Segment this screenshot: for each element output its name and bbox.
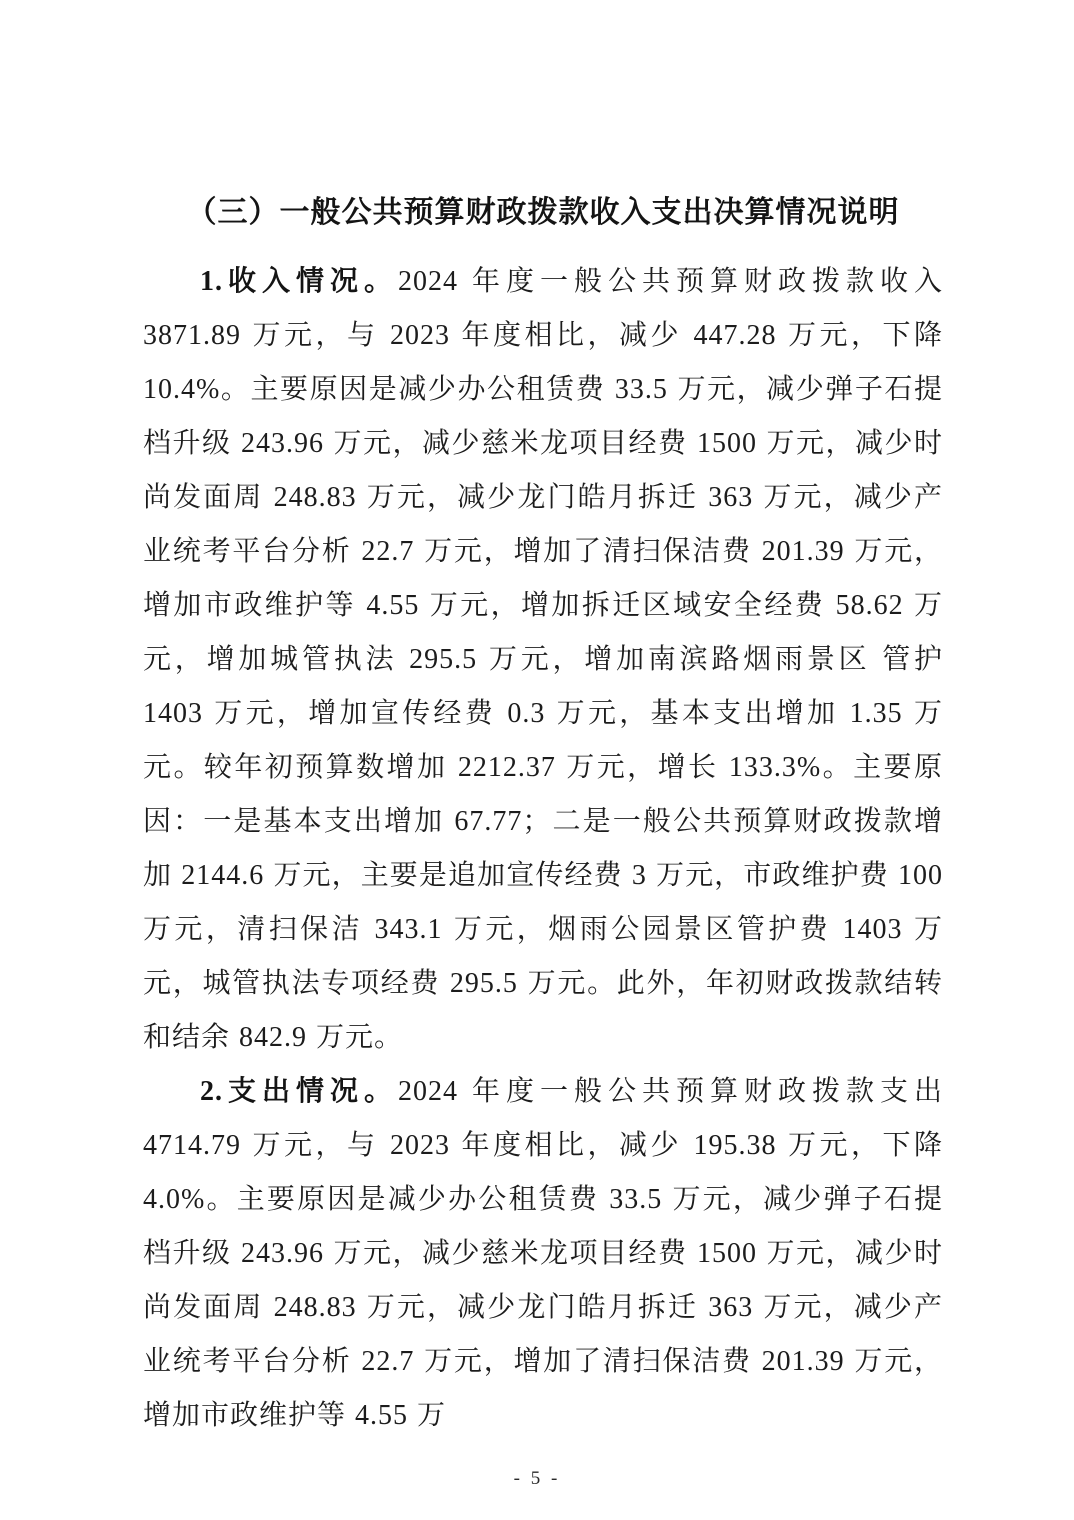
paragraph-income-text: 2024 年度一般公共预算财政拨款收入 3871.89 万元，与 2023 年度相比，减少 447.28 万元，下降 10.4%。主要原因是减少办公租赁费 33.5 万元，减少弹子石提档升级 243.96 万元，减少慈米龙项目经费 1500 万元，减少时尚发面周 248.83 万元，减少龙门皓月拆迁 363 万元，减少产业统考平台分析 22.7 万元，增加了清扫保洁费 201.39 万元，增加市政维护等 4.55 万元，增加拆迁区域安全经费 58.62 万元，增加城管执法 295.5 万元，增加南滨路烟雨景区 管护 1403 万元，增加宣传经费 0.3 万元，基本支出增加 1.35 万元。较年初预算数增加 2212.37 万元，增长 133.3%。主要原因：一是基本支出增加 67.77；二是一般公共预算财政拨款增加 2144.6 万元，主要是追加宣传经费 3 万元，市政维护费 100 万元，清扫保洁 343.1 万元，烟雨公园景区管护费 1403 万元，城管执法专项经费 295.5 万元。此外，年初财政拨款结转和结余 842.9 万元。 [143, 266, 943, 1053]
paragraph-expenditure [143, 1065, 943, 1443]
document-content [143, 191, 943, 1443]
paragraph-expenditure-lead: 2.支出情况。 [200, 1076, 398, 1107]
page-number: - 5 - [513, 1468, 561, 1489]
section-heading: （三）一般公共预算财政拨款收入支出决算情况说明 [186, 196, 900, 229]
paragraph-expenditure-text: 2024 年度一般公共预算财政拨款支出 4714.79 万元，与 2023 年度相比，减少 195.38 万元，下降 4.0%。主要原因是减少办公租赁费 33.5 万元，减少弹子石提档升级 243.96 万元，减少慈米龙项目经费 1500 万元，减少时尚发面周 248.83 万元，减少龙门皓月拆迁 363 万元，减少产业统考平台分析 22.7 万元，增加了清扫保洁费 201.39 万元，增加市政维护等 4.55 万 [143, 1076, 943, 1431]
paragraph-income-lead: 1.收入情况。 [200, 266, 398, 297]
paragraph-income [143, 255, 943, 1065]
